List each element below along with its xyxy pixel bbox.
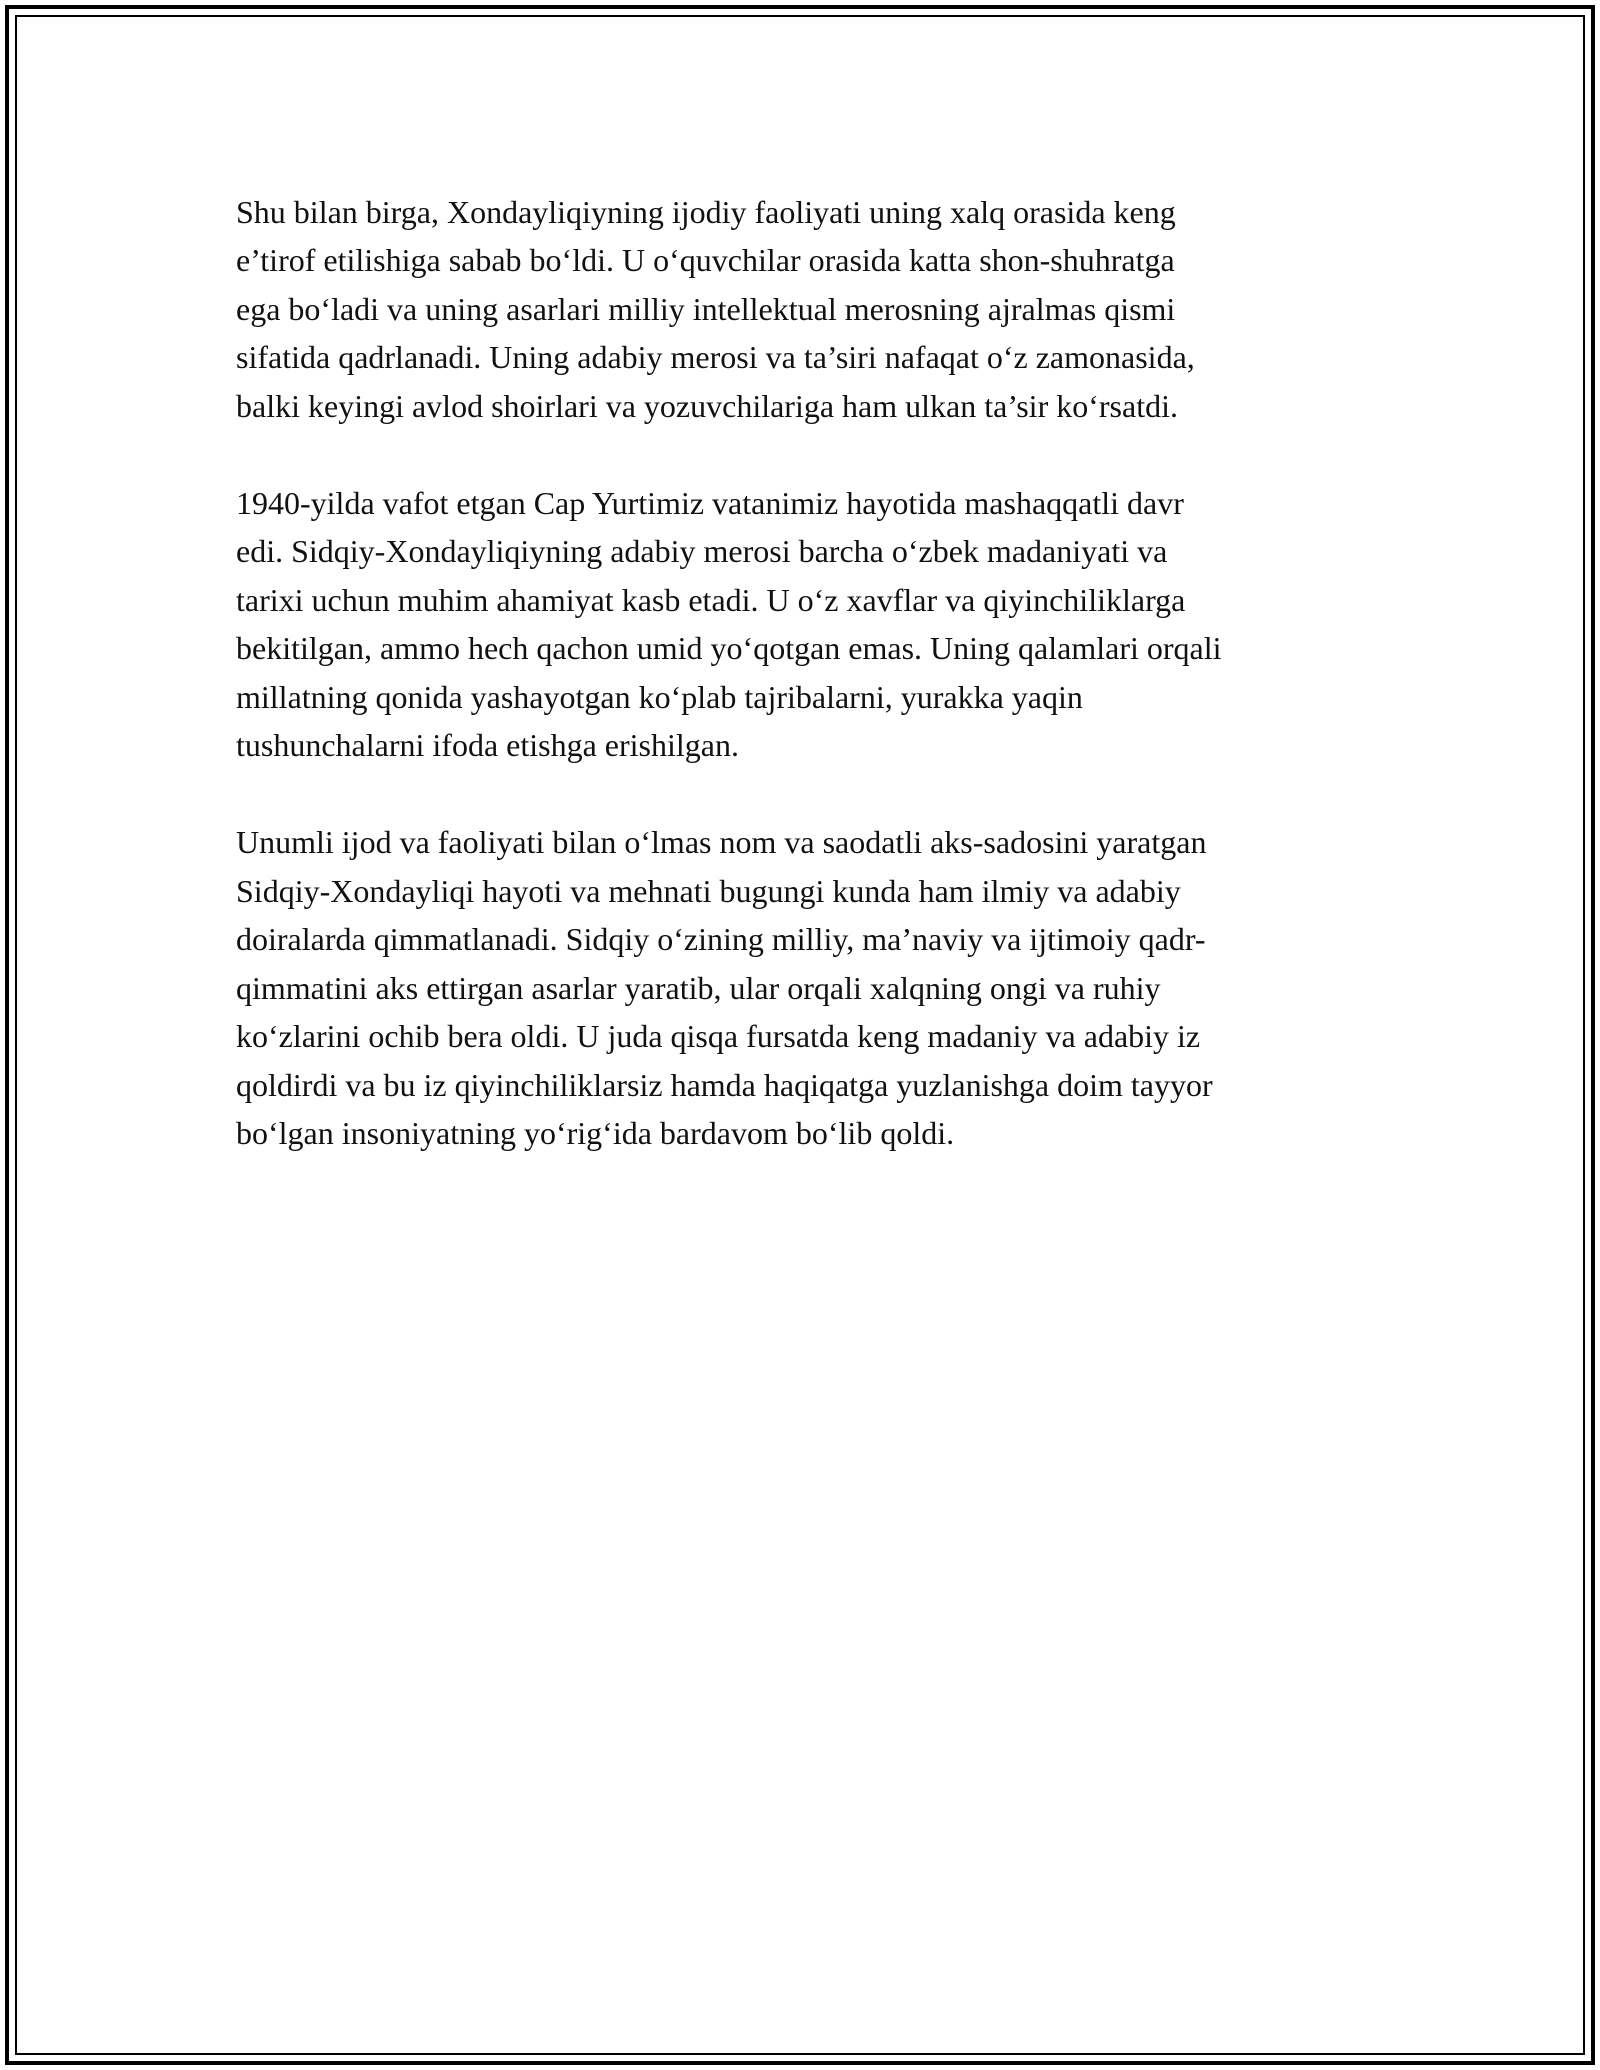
text-line: e’tirof etilishiga sabab bo‘ldi. U o‘quvchilar orasida katta shon-shuhratga <box>236 242 1175 279</box>
text-line: tushunchalarni ifoda etishga erishilgan. <box>236 727 739 764</box>
document-body <box>236 188 1396 1206</box>
text-line: qimmatini aks ettirgan asarlar yaratib, ular orqali xalqning ongi va ruhiy <box>236 969 1161 1006</box>
text-line: ega bo‘ladi va uning asarlari milliy intellektual merosning ajralmas qismi <box>236 290 1176 327</box>
text-line: 1940-yilda vafot etgan Cap Yurtimiz vatanimiz hayotida mashaqqatli davr <box>236 485 1184 522</box>
text-line: Sidqiy-Xondayliqi hayoti va mehnati bugungi kunda ham ilmiy va adabiy <box>236 872 1181 909</box>
text-line: edi. Sidqiy-Xondayliqiyning adabiy merosi barcha o‘zbek madaniyati va <box>236 533 1168 570</box>
text-line: millatning qonida yashayotgan ko‘plab tajribalarni, yurakka yaqin <box>236 678 1083 715</box>
paragraph-1 <box>236 188 1396 430</box>
text-line: balki keyingi avlod shoirlari va yozuvchilariga ham ulkan ta’sir ko‘rsatdi. <box>236 387 1178 424</box>
text-line: bekitilgan, ammo hech qachon umid yo‘qotgan emas. Uning qalamlari orqali <box>236 630 1222 667</box>
text-line: Unumli ijod va faoliyati bilan o‘lmas nom va saodatli aks-sadosini yaratgan <box>236 824 1207 861</box>
text-line: qoldirdi va bu iz qiyinchiliklarsiz hamda haqiqatga yuzlanishga doim tayyor <box>236 1066 1213 1103</box>
text-line: ko‘zlarini ochib bera oldi. U juda qisqa fursatda keng madaniy va adabiy iz <box>236 1018 1201 1055</box>
text-line: Shu bilan birga, Xondayliqiyning ijodiy faoliyati uning xalq orasida keng <box>236 194 1176 230</box>
paragraph-3 <box>236 818 1396 1157</box>
text-line: doiralarda qimmatlanadi. Sidqiy o‘zining milliy, ma’naviy va ijtimoiy qadr- <box>236 921 1206 958</box>
text-line: tarixi uchun muhim ahamiyat kasb etadi. U o‘z xavflar va qiyinchiliklarga <box>236 581 1186 618</box>
text-line: sifatida qadrlanadi. Uning adabiy merosi va ta’siri nafaqat o‘z zamonasida, <box>236 339 1195 376</box>
paragraph-2 <box>236 479 1396 769</box>
text-line: bo‘lgan insoniyatning yo‘rig‘ida bardavom bo‘lib qoldi. <box>236 1114 955 1151</box>
